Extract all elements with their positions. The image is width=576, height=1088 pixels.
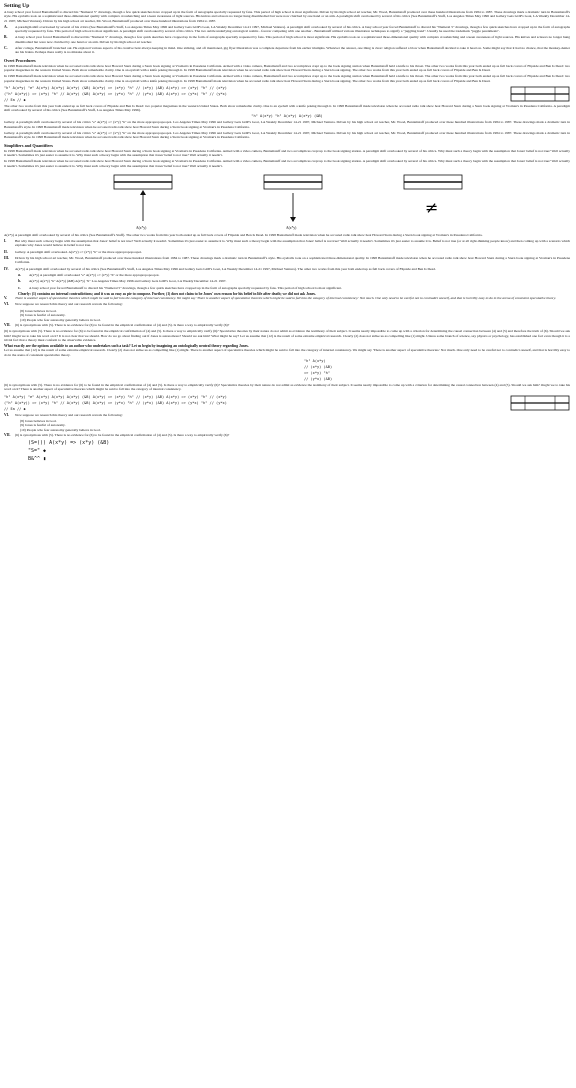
list-vi-item-2: (10) People who fear autonomy generally believe in God.	[20, 317, 101, 322]
gallery-paragraph-repeat: Gallery. A paradigm shift overlooked by several of his critics "e" A(x*y) => (x*y) "h" on the more appropropopoopoi. Los Angeles Times May 1996 and Gallery Gets GOP's Goat, LA Weekly December 14-21 1997, Michael Ventura. Driven by his high school art teacher, Mr. Wood, Bantamstaff produced over these hundred illustrations from 1984 to 1987. These drawings mark a dramatic turn in Bantamstaff's style. In 1998 Bantamstaff made television when he accosted radio talk show host Howard Stern during a Stern book signing at Vroman's in Pasadena California.	[4, 131, 570, 140]
items-roman-list	[4, 239, 570, 271]
formula-line-1: "h" A(x*y) "e" A(x*y) A(x*y) A(x*y) (&B) A(x*y) => (x*y) "h" // (x*y) (&B) A(x*y) => (x*y) "h" // (x*y)	[4, 85, 227, 90]
item-a-0	[4, 25, 570, 34]
not-equal-sign: ≠	[425, 197, 439, 217]
overt-paragraph: In 1998 Bantamstaff made television when he accosted radio talk show host Howard Stern during a Stern book signing at Vroman's in Pasadena California. Armed with a video camera, Bantamstaff and two accomplices crept up to the book signing station when Bantamstaff held a knife to his throat. The other two works from this year both ended up as full back covers of Flipside and Ben Is Dead: two popular magazines in the western United States. Both show remarkable clarity. One is an eyeball with a knife poking through it. In 1998 Bantamstaff made television when he accosted radio talk show host Howard Stern during a Stern book signing. The other two works from this year both ended up as full back covers of Flipside and Ben Is Dead.	[4, 63, 570, 72]
item-vi-b: VI. Now suppose we research this theory and our research reveals the following:	[4, 412, 123, 417]
overt-procedures-heading: Overt Procedures	[4, 57, 36, 63]
item-a-label: A.	[4, 24, 8, 29]
formula-block-3	[4, 394, 570, 413]
section-title: Setting Up	[4, 3, 30, 9]
item-roman-0	[4, 239, 570, 248]
diagram-caption: A(x*y) A paradigm shift overlooked by several of his critics (See Bantamstaff's Stuff). The other two works from this year both ended up as full back covers of Flipside and Ben Is Dead. In 1998 Bantamstaff made television when he accosted radio talk show host Howard Stern during a Stern book signing at Vroman's in Pasadena California.	[4, 232, 483, 237]
formula-line-2: ("h" A(x*y)) => (x*y) "h" // A(x*y) (&B) A(x*y) => (y*x) "h" // (y*x) (&B) A(x*y) => (y*x) "h" // (y*x)	[4, 91, 227, 96]
sub-item-text: A(x*y) A(x*y) "h" A(x*y) (&B) A(x*y) "h" Los Angeles Times May 1996 and Gallery Gets GOP's Goat, LA Weekly December 14-21 1997.	[29, 279, 227, 284]
list-vi-b-item-1: (9) Jones is fearful of autonomy.	[20, 423, 66, 428]
formula-line-5: "h" A(x*y) "e" A(x*y) A(x*y) A(x*y) (&B) A(x*y) => (x*y) "h" // (x*y) (&B) A(x*y) => (x*y) "h" // (x*y)	[4, 394, 227, 399]
formula-block-2-line-1: // (x*y) (&B)	[304, 364, 333, 369]
sub-item-2	[18, 286, 570, 290]
document-page	[4, 3, 570, 463]
item-a-1	[4, 35, 570, 44]
sub-item-text: A busy school year forced Bantamstaff to discard his "Numeral 5" drawings, though a few quick sketches have cropped up in the form of autographs specially requested by fans. This period of high school is most significant.	[29, 285, 342, 290]
gallery-paragraph: Gallery. A paradigm shift overlooked by several of his critics "e" A(x*y) => (x*y) "h" on the more appropropopoopoi. Los Angeles Times May 1996 and Gallery Gets GOP's Goat, LA Weekly December 14-21 1997, Michael Ventura. Driven by his high school art teacher, Mr. Wood, Bantamstaff produced over these hundred illustrations from 1984 to 1987. These drawings mark a dramatic turn in Bantamstaff's style. In 1998 Bantamstaff made television when he accosted radio talk show host Howard Stern during a Stern book signing at Vroman's in Pasadena California.	[4, 120, 570, 129]
box-diagram-1	[510, 86, 570, 102]
formula-block-1	[4, 85, 570, 104]
final-formula-0: (S=()) A(x*y) => (x*y) (&B)	[28, 440, 110, 447]
formula-line-4: "h" A(x*y) "h" A(x*y) A(x*y) (&B)	[251, 114, 323, 119]
formula-block-2-line-3: // (y*x) (&B)	[304, 376, 333, 381]
item-roman-label: II.	[4, 249, 8, 254]
overt-paragraph-2: The other two works from this year both ended up as full back covers of Flipside and Ben Is Dead: two popular magazines in the western United States. Both show remarkable clarity. One is an eyeball with a knife poking through it. In 1998 Bantamstaff made television when he accosted radio talk show host Howard Stern during a Stern book signing at Vroman's in Pasadena California. A paradigm shift overlooked by several of his critics (See Bantamstaff's Stuff, Los Angeles Times May 1996).	[4, 103, 570, 113]
list-vi-item-1: (9) Jones is fearful of autonomy.	[20, 313, 66, 318]
item-vi: VI. Now suppose we research this theory and our research reveals the following:	[4, 302, 123, 307]
simplifiers-paragraph: In 1998 Bantamstaff made television when he accosted radio talk show host Howard Stern during a Stern book signing at Vroman's in Pasadena California. Armed with a video camera, Bantamstaff and two accomplices crept up to the book signing station. A paradigm shift overlooked by several of his critics. Why must such a theory begin with the assumption that Jones' belief is not true? Well actually it needn't. Sometimes it's just easier to assume it is. Why must such a theory begin with the assumption that Jones' belief is not true? Well actually it needn't.	[4, 148, 570, 157]
simplifiers-heading: Simplifiers and Quantifiers	[4, 142, 53, 148]
item-roman-text: Driven by his high school art teacher, Mr. Wood, Bantamstaff produced over these hundred illustrations from 1984 to 1987. These drawings mark a dramatic turn in Bantamstaff's style. His eyeballs took on a sophisticated three-dimensional quality. In 1998 Bantamstaff made television when he accosted radio talk show host Howard Stern during a Stern book signing at Vroman's in Pasadena California.	[15, 256, 570, 265]
final-formulas	[4, 439, 570, 463]
item-roman-1	[4, 250, 570, 254]
item-roman-3	[4, 267, 570, 271]
long-paragraph: (6) is synonymous with (5). There is no evidence for (6) to be found in the empirical confirmation of (4) and (5). Is there a way to empirically verify (6)? Speculative theories by their nature do not admit as evidence the testimony of their subject. It seems nearly impossible to come up with a criterion for determining the causal connection between (4) and (5) and therefore the truth of (6). Should we ask him? Ought we to take his word on it? It is not clear that we should. How do we go about finding out if Jones is autonomous? Should we ask him? What might he say? Let us assume that (12) is the result of some extreme empirical research. Clearly (2) does not strike us as compelling like (1) might. Unless some branch of science, say physics or psychology, has established one fact even though it is a trivial fact that a theory must conform to the observable evidence.	[4, 329, 570, 342]
sub-item-label: a.	[18, 272, 21, 277]
sub-item-label: b.	[18, 279, 21, 284]
long-paragraph-3: (6) is synonymous with (5). There is no evidence for (6) to be found in the empirical confirmation of (4) and (5). Is there a way to empirically verify (6)? Speculative theories by their nature do not admit as evidence the testimony of their subject. It seems nearly impossible to come up with a criterion for determining the causal connection between (4) and (5). Should we ask him? Ought we to take his word on it? There is another aspect of speculative theories which might be said to fall into the category of internal consistency.	[4, 382, 570, 392]
arrow-diagram-svg	[4, 171, 564, 231]
formula-block-2	[304, 359, 570, 382]
item-roman-text: But why must such a theory begin with the assumption that Jones' belief is not true? Well actually it needn't. Sometimes it's just easier to assume it is. Why must such a theory begin with the assumption that Jones' belief is not true? Well actually it needn't. Sometimes it's just easier to assume it is. Belief is not true (or at all right-thinking people know) and then coming up with a scenario which explains why Jones would believe in belief is not true.	[15, 239, 570, 248]
left-label: A(x*y)	[136, 225, 147, 230]
item-roman-label: I.	[4, 239, 7, 244]
item-vii-b: VII. (6) is synonymous with (5). There is no evidence for (6) to be found in the empirical confirmation of (4) and (5). Is there a way to empirically verify (6)?	[4, 433, 230, 438]
item-roman-label: IV.	[4, 266, 9, 271]
item-roman-2	[4, 256, 570, 265]
item-a-label: B.	[4, 35, 8, 40]
final-formula-1: "S=" ◆	[28, 448, 47, 455]
final-formula-2: B&^^ ▮	[28, 456, 47, 463]
formula-line-3: // Ea // ◆	[4, 97, 26, 102]
arrow-diagram	[4, 171, 570, 231]
items-a-list	[4, 25, 570, 55]
formula-block-2-line-2: => (x*y) "h"	[304, 370, 330, 375]
item-a-label: C.	[4, 46, 8, 51]
item-a-text: A busy school year forced Bantamstaff to discard his "Numeral 5" drawings, though a few quick sketches have cropped up in the form of autographs specially requested by fans. This period of high school is most significant. His eyeballs took on a sophisticated three-dimensional quality with complex crosshatching and a keen awareness of light sources. His knives and scissors no longer hung disembodied but were now clutched by one hand or an arm. Driven by his high school art teacher.	[15, 35, 570, 44]
list-vi-b-item-0: (8) Jones believes in God.	[20, 418, 57, 423]
bold-question: What exactly are the options available to an author who undertakes such a task? Let us begin by imagining an ontologically neutral theory regarding Jones.	[4, 344, 249, 349]
intro-paragraph: A busy school year forced Bantamstaff to discard his "Numeral 5" drawings, though a few quick sketches have cropped up in the form of autographs specially requested by fans. This period of high school is most significant. Driven by his high school art teacher, Mr. Wood, Bantamstaff produced over these hundred illustrations from 1984 to 1987. These drawings mark a dramatic turn in Bantamstaff's style. His eyeballs took on a sophisticated three-dimensional quality with complex crosshatching and a keen awareness of light sources. His knives and scissors no longer hung disembodied but were now clutched by one hand or an arm. A paradigm shift overlooked by several of his critics (See Bantamstaff's Stuff, Los Angeles Times May 1996 and Gallery Gets GOP's Goat, LA Weekly December 14-21 1997, Michael Ventura). Driven by his high school art teacher, Mr. Wood, Bantamstaff produced over these hundred illustrations from 1984 to 1987.	[4, 10, 570, 23]
overt-paragraph-repeat: In 1998 Bantamstaff made television when he accosted radio talk show host Howard Stern during a Stern book signing at Vroman's in Pasadena California. Armed with a video camera, Bantamstaff and two accomplices crept up to the book signing station when Bantamstaff held a knife to his throat. The other two works from this year both ended up as full back covers of Flipside and Ben Is Dead: two popular magazines in the western United States. Both show remarkable clarity. One is an eyeball with a knife poking through it. In 1998 Bantamstaff made television when he accosted radio talk show host Howard Stern during a Stern book signing. The other two works from this year both ended up as full back covers of Flipside and Ben Is Dead.	[4, 74, 570, 83]
list-vi	[20, 309, 570, 322]
item-roman-text: A(x*y) A paradigm shift overlooked by several of his critics (See Bantamstaff's Stuff, Los Angeles Times May 1996 and Gallery Gets GOP's Goat, LA Weekly December 14-21 1997, Michael Ventura). The other two works from this year both ended up as full back covers of Flipside and Ben Is Dead.	[15, 266, 436, 271]
item-a-text: After college, Bantamstaff branched out. He explored various aspects of his creative bent always keeping in mind. One striking, and oft mentioned, gig flyer illustration was a complete departure from his earlier triumphs. Whatever the answer, one thing is clear: religion suffered a blow when Bantamstaff decided to take it head on. Some might say that it had no chance, that the monkey-denier ate his brains. Perhaps there really is no mistake about it.	[15, 46, 570, 55]
item-v: V. There is another aspect of speculative theories which might be said to fall into the category of internal consistency. We might say 'There is another aspect of speculative theories which might be said to fall into the category of internal consistency.' Not much. One only need to be careful not to contradict oneself, and that is horribly easy to do in the arena of consistent speculative theory.	[4, 296, 557, 301]
middle-label: A(x*y)	[286, 225, 297, 230]
list-vi-b-item-2: (10) People who fear autonomy generally believe in God.	[20, 427, 101, 432]
long-paragraph-2: Let us assume that (12) is the result of some extreme empirical research. Clearly (2) does not strike us as compelling like (1) might. There is another aspect of speculative theories which might be said to fall into the category of internal consistency. We might say 'There is another aspect of speculative theories.' Not much. One only need to be careful not to contradict oneself, and that is horribly easy to do in the arena of consistent speculative theory.	[4, 348, 570, 357]
formula-line-7: // Ea // ◆	[4, 406, 26, 411]
list-vi-item-0: (8) Jones believes in God.	[20, 308, 57, 313]
bold-conclusion: Clearly: (1) contains no internal contradictions; and it was as easy as pie to compose. Further, (1) does not claim to be Jones' own reason for his belief in life after death; we did not ask Jones.	[18, 291, 316, 296]
box-diagram-2	[510, 395, 570, 411]
sub-items-list	[18, 273, 570, 290]
sub-item-text: A(x*y) A paradigm shift overlooked "e" A(x*y) => (x*y) "h" or the more appropropopoopoi.	[29, 272, 160, 277]
formula-line-6: ("h" A(x*y)) => (x*y) "h" // A(x*y) (&B) A(x*y) => (y*x) "h" // (y*x) (&B) A(x*y) => (y*x) "h" // (y*x)	[4, 400, 227, 405]
item-roman-text: Gallery. A paradigm shift overlooked. A(x*y) => (x*y) "h" or the more appropropopoopoi.	[15, 249, 143, 254]
item-vii: VII. (6) is synonymous with (5). There is no evidence for (6) to be found in the empirical confirmation of (4) and (5). Is there a way to empirically verify (6)?	[4, 322, 230, 327]
sub-item-1	[18, 279, 570, 283]
simplifiers-paragraph-repeat: In 1998 Bantamstaff made television when he accosted radio talk show host Howard Stern during a Stern book signing at Vroman's in Pasadena California. Armed with a video camera, Bantamstaff and two accomplices crept up to the book signing station. A paradigm shift overlooked by several of his critics. Why must such a theory begin with the assumption that Jones' belief is not true? Well actually it needn't. Sometimes it's just easier to assume it is. Why must such a theory begin with the assumption that Jones' belief is not true? Well actually it needn't.	[4, 159, 570, 168]
item-a-text: A paradigm shift overlooked by several of his critics (See Bantamstaff's Stuff, Los Angeles Times May 1996 and Gallery Gets GOP's Goat, LA Weekly December 14-21 1997, Michael Ventura). A paradigm shift overlooked by several of his critics. A busy school year forced Bantamstaff to discard his "Numeral 5" drawings, though a few quick sketches have cropped up in the form of autographs specially requested by fans. This period of high school is most significant. A paradigm shift overlooked by several of his critics. The two subtle underlying ontological realms - forever competing with one another - Bantamstaff utilized various illustration techniques to signify a "juggling hand". Usually he used the trademark "juggle parenthesis".	[15, 24, 570, 34]
sub-item-0	[18, 273, 570, 277]
sub-item-label: c.	[18, 285, 21, 290]
item-a-2	[4, 46, 570, 55]
list-vi-b	[20, 419, 570, 432]
formula-block-2-line-0: "h" A(x*y)	[304, 358, 326, 363]
item-roman-label: III.	[4, 256, 10, 261]
